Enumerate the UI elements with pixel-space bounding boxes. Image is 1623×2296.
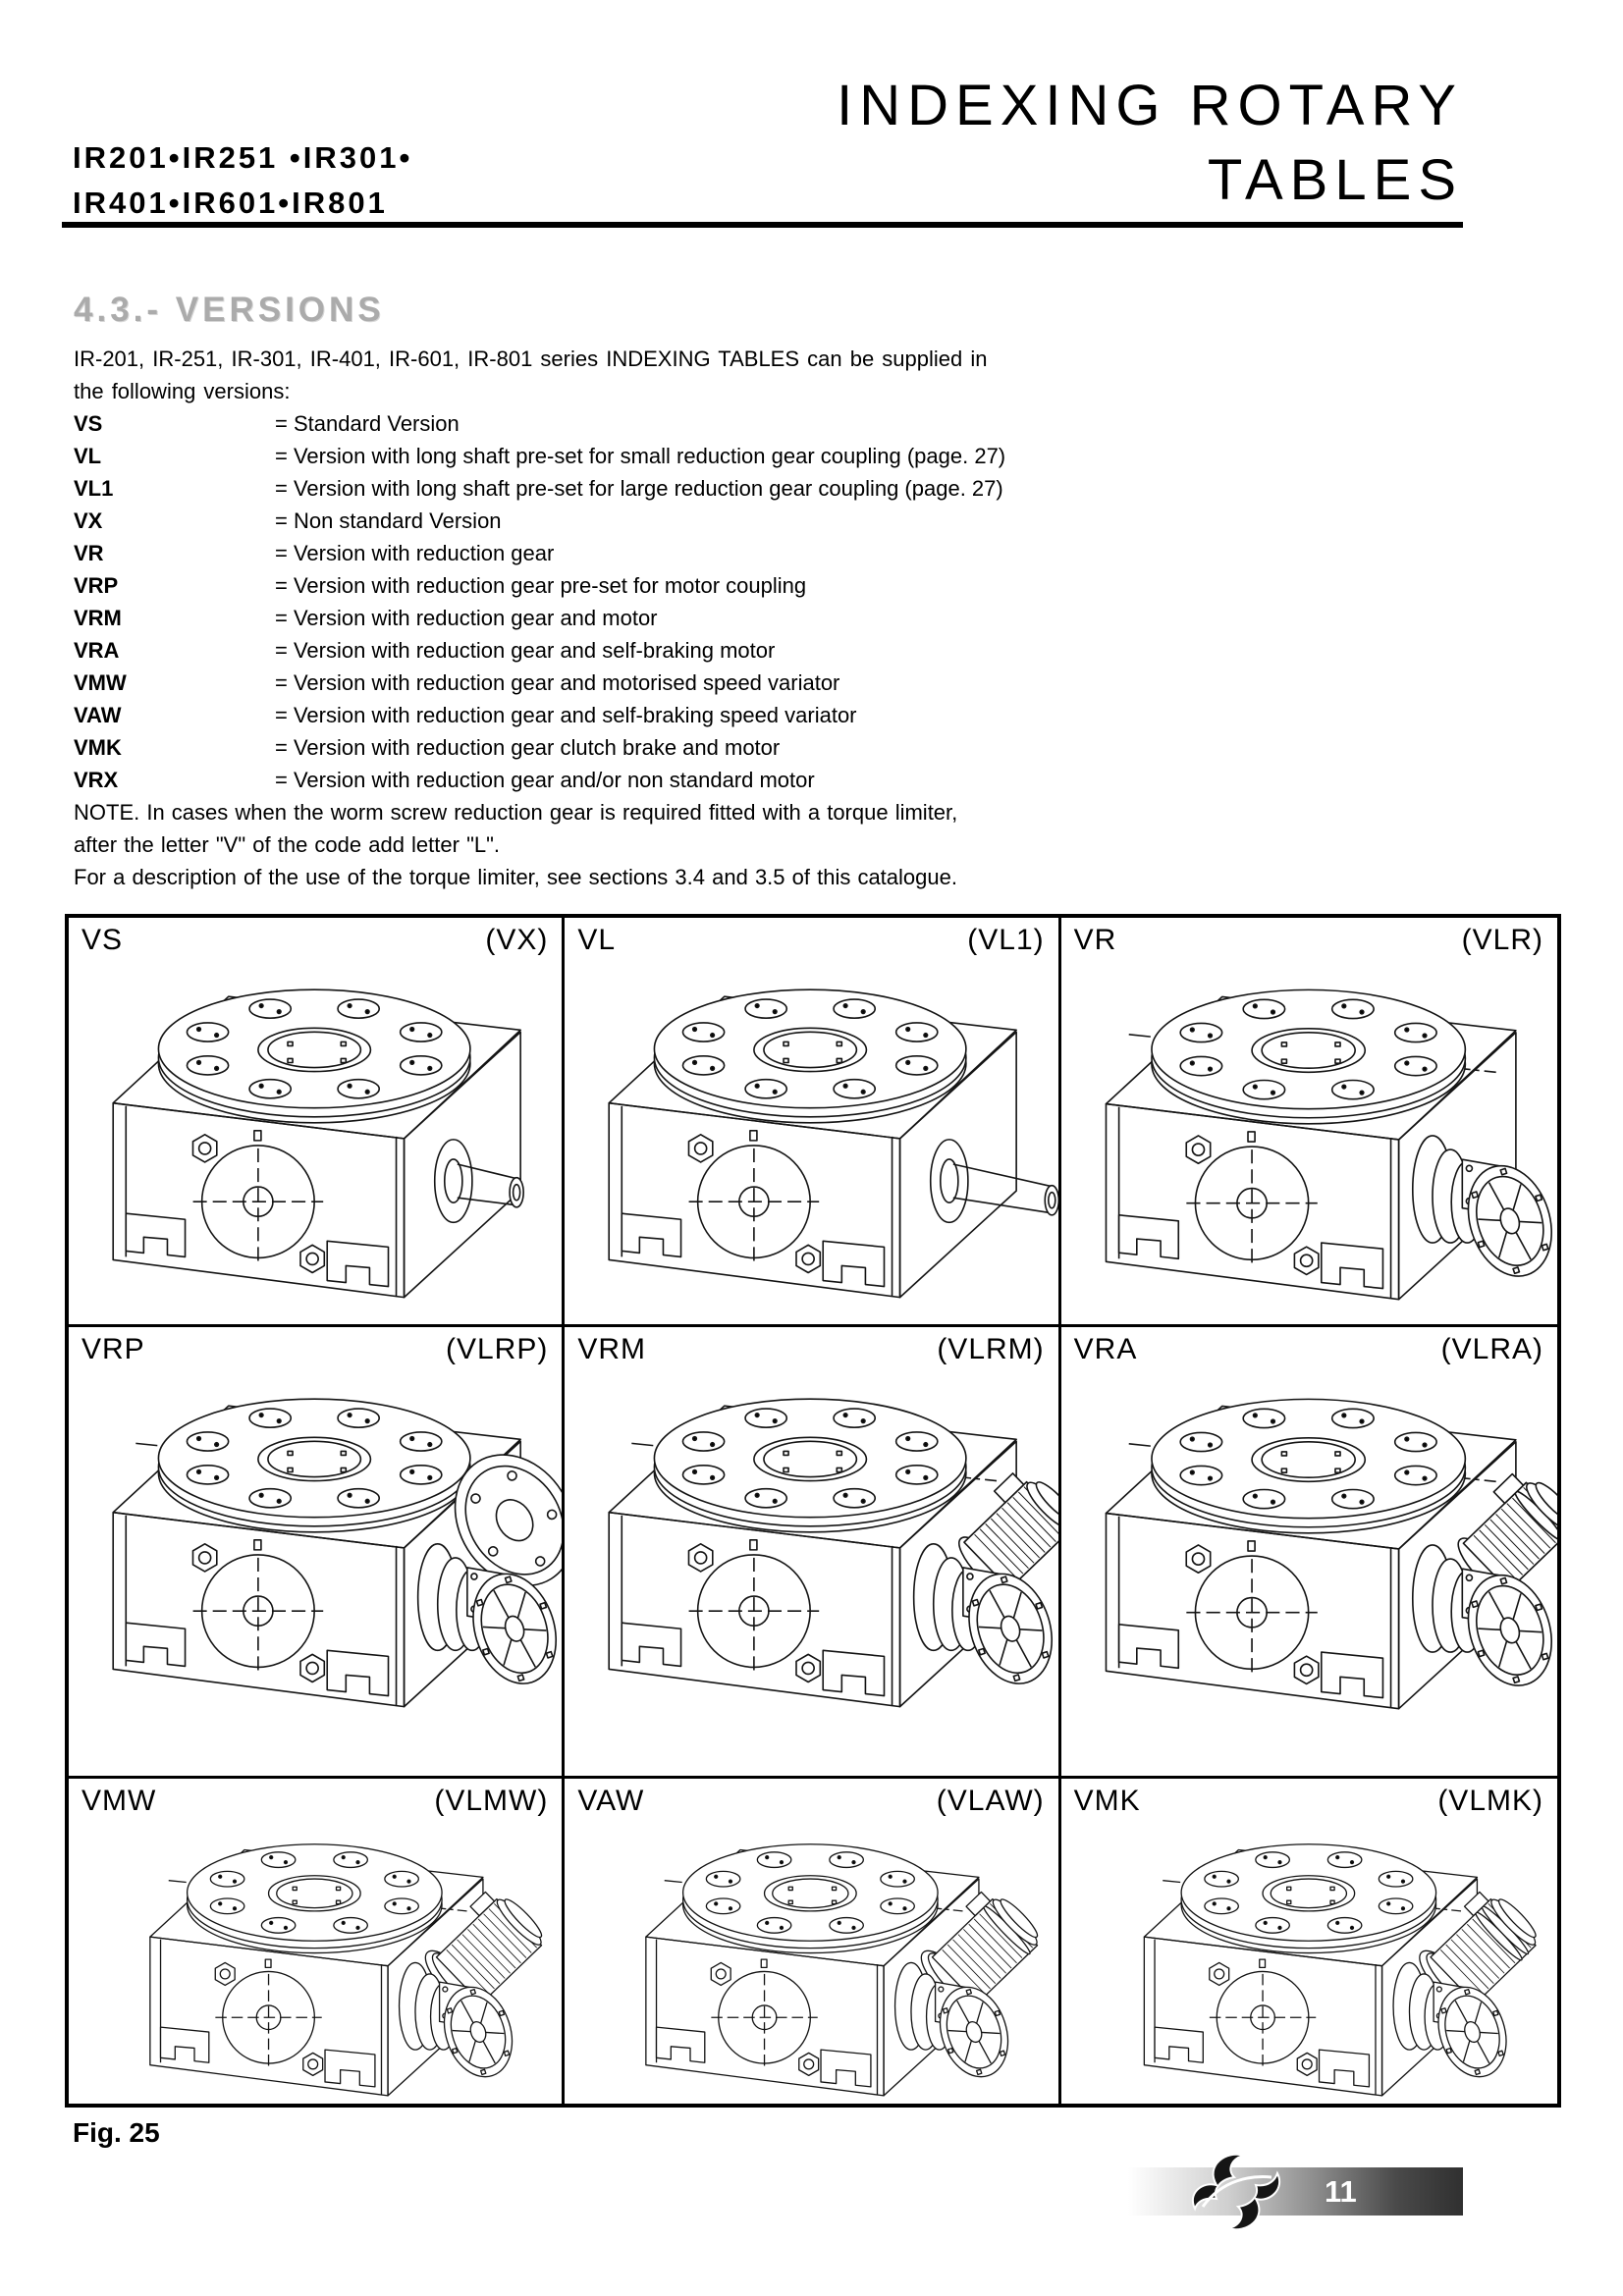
version-row: [74, 667, 1232, 699]
long-shaft-version-label: (VLRA): [1440, 1333, 1543, 1365]
figure-cell: [565, 918, 1060, 1327]
version-code: VRX: [74, 768, 119, 792]
versions-section: [74, 291, 1232, 893]
figure-cell: [69, 1779, 565, 2104]
figure-cell: [565, 1779, 1060, 2104]
version-label: VMK: [1073, 1785, 1141, 1817]
version-description: = Version with reduction gear: [275, 541, 555, 565]
long-shaft-version-label: (VL1): [967, 924, 1045, 956]
version-code: VRP: [74, 573, 119, 598]
version-description: = Version with reduction gear and motor: [275, 606, 658, 630]
page-number: 11: [1325, 2174, 1357, 2209]
version-row: [74, 537, 1232, 569]
version-row: [74, 407, 1232, 440]
section-heading: 4.3.- VERSIONS: [74, 291, 385, 329]
note-paragraph: [74, 796, 1232, 893]
note-line: NOTE. In cases when the worm screw reduction gear is required fitted with a torque limiter,: [74, 800, 958, 825]
version-code: VL1: [74, 476, 114, 501]
version-label: VRP: [81, 1333, 145, 1365]
output-shaft: [435, 1140, 523, 1222]
intro-line: the following versions:: [74, 379, 291, 403]
rotary-table-drawing: [565, 955, 1057, 1320]
version-row: [74, 472, 1232, 505]
figure-cell: [1061, 918, 1557, 1327]
long-shaft-version-label: (VLRP): [445, 1333, 549, 1365]
version-description: = Version with long shaft pre-set for large reduction gear coupling (page. 27): [275, 476, 1003, 501]
torque-limiter-note: For a description of the use of the torque limiter, see sections 3.4 and 3.5 of this catalogue.: [74, 865, 957, 889]
version-label: VRA: [1073, 1333, 1138, 1365]
page-title: [837, 69, 1463, 218]
figure-cell: [69, 1327, 565, 1779]
page-title-line1: INDEXING ROTARY: [837, 74, 1463, 137]
rotary-table-drawing: [69, 955, 562, 1320]
version-description: = Version with long shaft pre-set for small reduction gear coupling (page. 27): [275, 444, 1006, 468]
rotary-table-drawing: [565, 1816, 1057, 2100]
version-row: [74, 731, 1232, 764]
version-code: VRM: [74, 606, 122, 630]
long-shaft-version-label: (VLMK): [1437, 1785, 1543, 1817]
version-code: VAW: [74, 703, 122, 727]
version-description: = Version with reduction gear and motorised speed variator: [275, 670, 840, 695]
version-code: VR: [74, 541, 104, 565]
version-label: VAW: [577, 1785, 645, 1817]
version-description: = Version with reduction gear and self-braking speed variator: [275, 703, 857, 727]
version-row: [74, 602, 1232, 634]
rotary-table-drawing: [1061, 955, 1557, 1320]
version-code: VMK: [74, 735, 122, 760]
long-shaft-version-label: (VLRM): [937, 1333, 1045, 1365]
version-row: [74, 764, 1232, 796]
version-label: VRM: [577, 1333, 646, 1365]
rotary-table-drawing: [565, 1364, 1057, 1772]
rotary-table-drawing: [69, 1816, 562, 2100]
version-row: [74, 440, 1232, 472]
version-description: = Version with reduction gear and/or non standard motor: [275, 768, 815, 792]
version-row: [74, 634, 1232, 667]
section-intro: [74, 343, 1232, 407]
footer-bar: [1128, 2167, 1463, 2216]
note-line: after the letter "V" of the code add letter "L".: [74, 832, 501, 857]
versions-list: [74, 407, 1232, 796]
versions-figure-grid: [65, 914, 1561, 2108]
version-label: VR: [1073, 924, 1117, 956]
version-code: VMW: [74, 670, 127, 695]
version-row: [74, 699, 1232, 731]
rotary-table-drawing: [69, 1364, 562, 1772]
worm-reduction-gear: [1412, 1136, 1557, 1287]
figure-cell: [1061, 1779, 1557, 2104]
version-label: VMW: [81, 1785, 157, 1817]
version-label: VS: [81, 924, 124, 956]
version-description: = Standard Version: [275, 411, 460, 436]
intro-line: IR-201, IR-251, IR-301, IR-401, IR-601, IR-801 series INDEXING TABLES can be supplied in: [74, 347, 988, 371]
version-code: VS: [74, 411, 103, 436]
output-shaft: [931, 1140, 1058, 1222]
version-row: [74, 569, 1232, 602]
version-description: = Non standard Version: [275, 508, 502, 533]
long-shaft-version-label: (VLMW): [434, 1785, 549, 1817]
figure-cell: [565, 1327, 1060, 1779]
version-description: = Version with reduction gear clutch brake and motor: [275, 735, 781, 760]
figure-cell: [1061, 1327, 1557, 1779]
long-shaft-version-label: (VLR): [1461, 924, 1543, 956]
long-shaft-version-label: (VX): [485, 924, 549, 956]
rotary-table-drawing: [1061, 1816, 1557, 2100]
figure-caption: Fig. 25: [73, 2117, 160, 2148]
long-shaft-version-label: (VLAW): [936, 1785, 1045, 1817]
version-description: = Version with reduction gear and self-braking motor: [275, 638, 776, 663]
header-divider: [62, 222, 1463, 228]
figure-cell: [69, 918, 565, 1327]
version-description: = Version with reduction gear pre-set for motor coupling: [275, 573, 807, 598]
model-series-line1: IR201•IR251 •IR301•: [73, 140, 413, 175]
version-code: VX: [74, 508, 103, 533]
model-series-line2: IR401•IR601•IR801: [73, 186, 388, 220]
model-series-list: [73, 135, 412, 226]
page-title-line2: TABLES: [1207, 148, 1463, 212]
version-label: VL: [577, 924, 617, 956]
version-row: [74, 505, 1232, 537]
brand-logo-icon: [1183, 2146, 1291, 2236]
version-code: VL: [74, 444, 102, 468]
version-code: VRA: [74, 638, 120, 663]
rotary-table-drawing: [1061, 1364, 1557, 1772]
